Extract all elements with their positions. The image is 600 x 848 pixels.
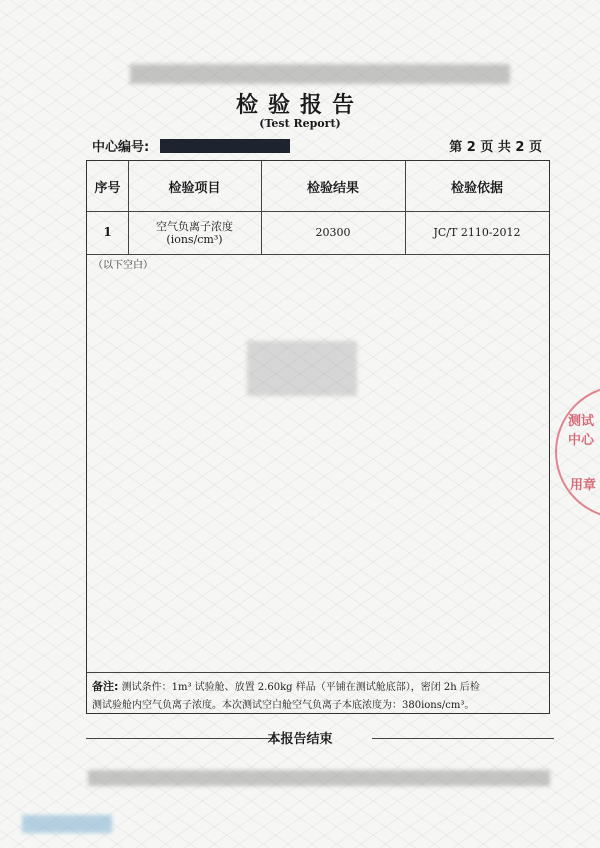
redacted-center-number — [160, 139, 290, 153]
remarks-text — [92, 678, 544, 715]
report-end-text: 本报告结束 — [267, 732, 333, 747]
report-title: 检验报告 — [235, 92, 364, 118]
header-result: 检验结果 — [306, 180, 359, 196]
cell-result: 20300 — [315, 226, 351, 239]
redacted-center-mark — [247, 341, 357, 396]
cell-standard: JC/T 2110-2012 — [433, 226, 521, 239]
page-info: 第 2 页 共 2 页 — [449, 140, 542, 155]
cell-no: 1 — [103, 225, 112, 239]
redacted-organization-name — [130, 64, 510, 84]
official-stamp — [555, 385, 600, 519]
end-divider-right — [372, 738, 554, 739]
report-subtitle: (Test Report) — [259, 117, 341, 130]
blank-note: （以下空白） — [93, 260, 153, 271]
stamp-text-top: 测试中心 — [568, 414, 595, 448]
remarks-label: 备注: — [92, 680, 119, 693]
results-table — [86, 160, 550, 714]
remarks-section — [87, 672, 549, 714]
center-number-label: 中心编号: — [92, 140, 150, 155]
cell-item — [128, 211, 261, 254]
remarks-line-2: 测试验舱内空气负离子浓度。本次测试空白舱空气负离子本底浓度为：380ions/cm³。 — [92, 700, 475, 711]
stamp-text-bottom: 用章 — [570, 478, 597, 493]
header-no: 序号 — [94, 180, 121, 196]
item-name: 空气负离子浓度 — [156, 219, 233, 233]
redacted-footer-logo — [22, 815, 112, 833]
remarks-line-1: 测试条件：1m³ 试验舱、放置 2.60kg 样品（平铺在测试舱底部），密闭 2h 后检 — [121, 682, 480, 693]
header-item: 检验项目 — [168, 180, 221, 196]
item-unit: (ions/cm³) — [166, 232, 223, 246]
header-standard: 检验依据 — [450, 180, 503, 196]
redacted-footer-line — [88, 770, 550, 786]
